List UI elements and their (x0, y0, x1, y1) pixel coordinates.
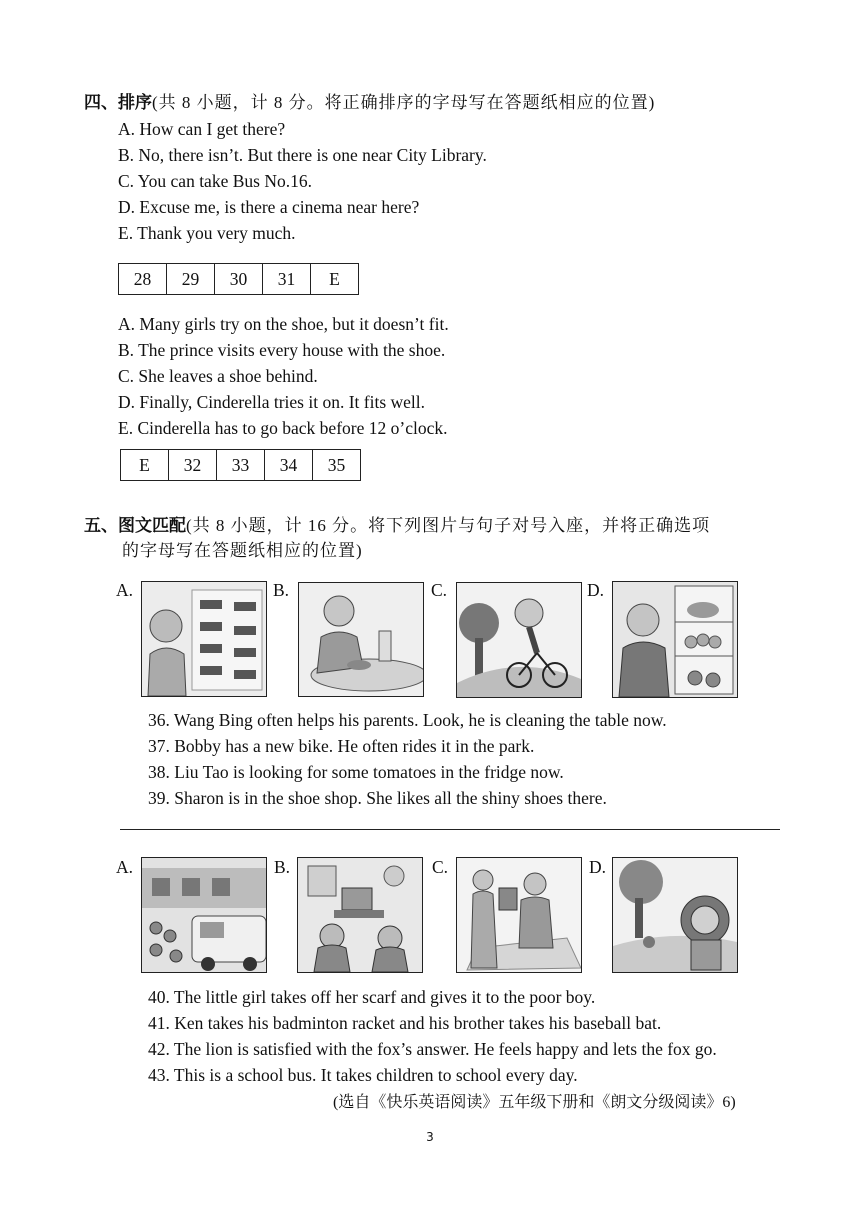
divider-line (120, 829, 780, 830)
sentence-line: 37. Bobby has a new bike. He often rides it in the park. (148, 736, 535, 756)
boy-fridge-image (612, 581, 738, 698)
picture-label-a: A. (116, 580, 134, 600)
boys-bedroom-image (297, 857, 423, 973)
picture-label-b: B. (274, 857, 291, 877)
section4-heading (84, 92, 655, 114)
picture-label-d: D. (589, 857, 607, 877)
sentence-line: 38. Liu Tao is looking for some tomatoes in the fridge now. (148, 762, 564, 782)
answer-cell: E (121, 450, 169, 481)
option-line: C. You can take Bus No.16. (118, 171, 312, 191)
section5-heading-title: 五、图文匹配 (84, 516, 186, 536)
picture-label-b: B. (273, 580, 290, 600)
school-bus-image (141, 857, 267, 973)
mouse-riding-bike-image (456, 582, 582, 698)
answer-table-1 (118, 263, 359, 295)
answer-cell: 33 (217, 450, 265, 481)
girl-shoe-shop-image (141, 581, 267, 697)
answer-cell: 29 (167, 264, 215, 295)
lion-fox-image (612, 857, 738, 973)
picture-label-d: D. (587, 580, 605, 600)
answer-cell: 30 (215, 264, 263, 295)
sentence-line: 42. The lion is satisfied with the fox’s answer. He feels happy and lets the fox go. (148, 1039, 717, 1059)
answer-cell: E (311, 264, 359, 295)
picture-label-c: C. (431, 580, 448, 600)
answer-cell: 31 (263, 264, 311, 295)
option-line: A. Many girls try on the shoe, but it doesn’t fit. (118, 314, 449, 334)
answer-table-2 (120, 449, 361, 481)
section5-heading-instructions: (共 8 小题，计 16 分。将下列图片与句子对号入座，并将正确选项 (186, 516, 711, 535)
man-cleaning-table-image (298, 582, 424, 697)
sentence-line: 39. Sharon is in the shoe shop. She likes all the shiny shoes there. (148, 788, 607, 808)
answer-cell: 32 (169, 450, 217, 481)
option-line: E. Thank you very much. (118, 223, 296, 243)
answer-cell: 34 (265, 450, 313, 481)
girl-scarf-boy-image (456, 857, 582, 973)
sentence-line: 40. The little girl takes off her scarf and gives it to the poor boy. (148, 987, 596, 1007)
option-line: D. Excuse me, is there a cinema near here? (118, 197, 420, 217)
answer-cell: 35 (313, 450, 361, 481)
picture-label-c: C. (432, 857, 449, 877)
section5-heading (84, 515, 710, 537)
option-line: A. How can I get there? (118, 119, 286, 139)
sentence-line: 43. This is a school bus. It takes children to school every day. (148, 1065, 578, 1085)
source-note: (选自《快乐英语阅读》五年级下册和《朗文分级阅读》6) (333, 1094, 736, 1111)
option-line: E. Cinderella has to go back before 12 o’clock. (118, 418, 448, 438)
section5-heading-line2: 的字母写在答题纸相应的位置) (122, 541, 363, 560)
page-number: 3 (426, 1130, 434, 1144)
answer-cell: 28 (119, 264, 167, 295)
option-line: B. The prince visits every house with the shoe. (118, 340, 446, 360)
section4-heading-instructions: (共 8 小题，计 8 分。将正确排序的字母写在答题纸相应的位置) (152, 93, 656, 112)
option-line: B. No, there isn’t. But there is one near City Library. (118, 145, 487, 165)
section4-heading-title: 四、排序 (84, 93, 152, 113)
option-line: D. Finally, Cinderella tries it on. It fits well. (118, 392, 426, 412)
picture-label-a: A. (116, 857, 134, 877)
sentence-line: 41. Ken takes his badminton racket and his brother takes his baseball bat. (148, 1013, 662, 1033)
option-line: C. She leaves a shoe behind. (118, 366, 318, 386)
sentence-line: 36. Wang Bing often helps his parents. Look, he is cleaning the table now. (148, 710, 667, 730)
